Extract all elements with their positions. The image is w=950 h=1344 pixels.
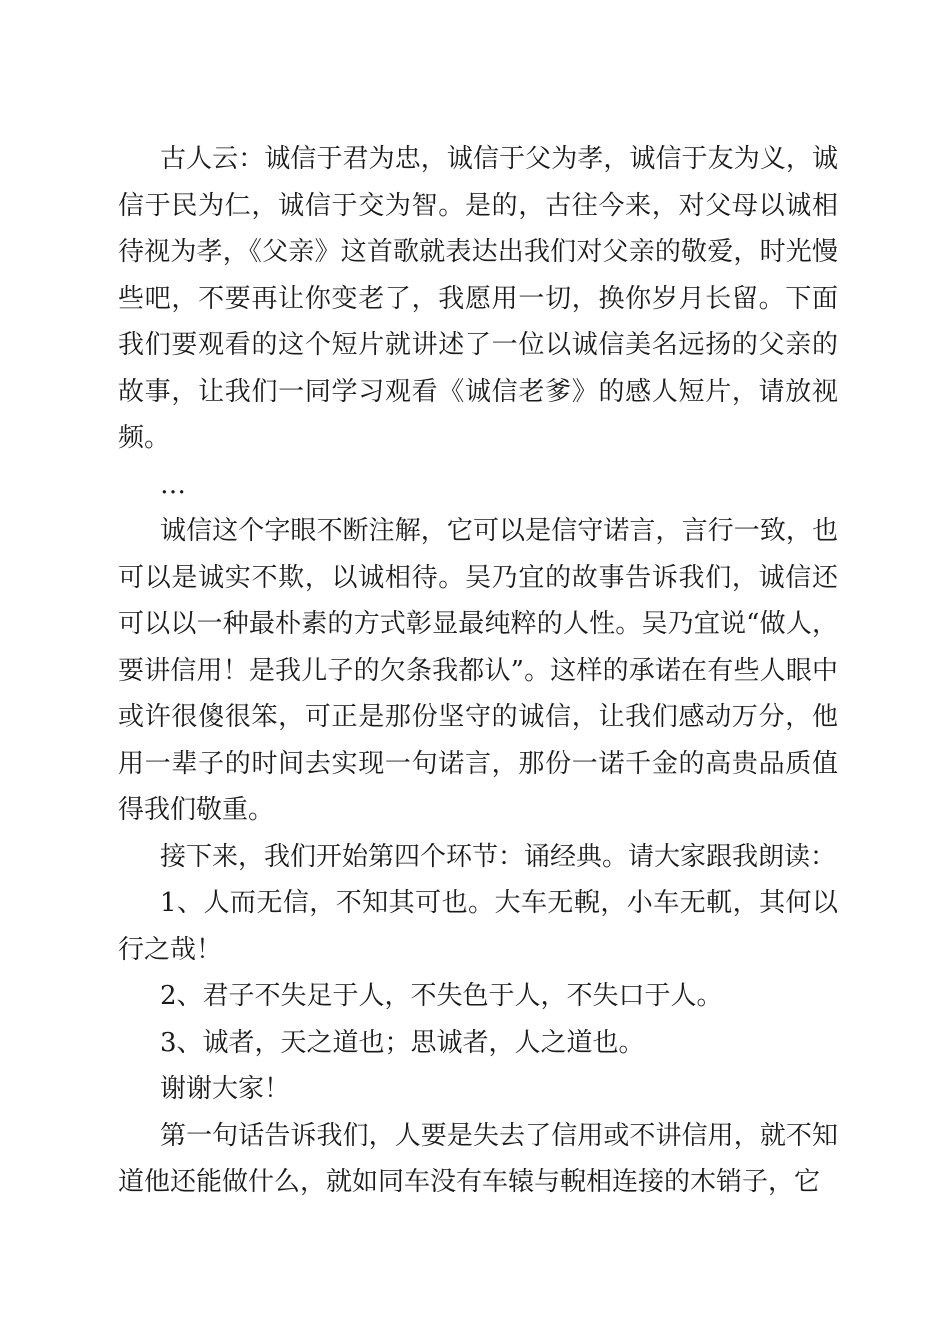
recitation-item-2: 2、君子不失足于人，不失色于人，不失口于人。 [160,981,723,1011]
document-page [118,136,838,1206]
paragraph-recitation-intro: 接下来，我们开始第四个环节：诵经典。请大家跟我朗读： [160,841,837,872]
paragraph-explanation: 第一句话告诉我们，人要是失去了信用或不讲信用，就不知道他还能做什么，就如同车没有车辕与輗相连接的木销子，它 [118,1120,838,1197]
recitation-item-1: 1、人而无信，不知其可也。大车无輗，小车无軏，其何以行之哉！ [118,888,838,965]
paragraph-intro: 古人云：诚信于君为忠，诚信于父为孝，诚信于友为义，诚信于民为仁，诚信于交为智。是的，古往今来，对父母以诚相待视为孝，《父亲》这首歌就表达出我们对父亲的敬爱，时光慢些吧，不要再让你变老了，我愿用一切，换你岁月长留。下面我们要观看的这个短片就讲述了一位以诚信美名远扬的父亲的故事，让我们一同学习观看《诚信老爹》的感人短片，请放视频。 [118,144,838,453]
ellipsis-separator: … [160,469,186,500]
recitation-item-3: 3、诚者，天之道也；思诚者，人之道也。 [160,1027,645,1058]
paragraph-thanks: 谢谢大家！ [160,1074,291,1104]
paragraph-integrity-commentary: 诚信这个字眼不断注解，它可以是信守诺言，言行一致，也可以是诚实不欺，以诚相待。吴乃宜的故事告诉我们，诚信还可以以一种最朴素的方式彰显最纯粹的人性。吴乃宜说“做人，要讲信用！是我儿子的欠条我都认”。这样的承诺在有些人眼中或许很傻很笨，可正是那份坚守的诚信，让我们感动万分，他用一辈子的时间去实现一句诺言，那份一诺千金的高贵品质值得我们敬重。 [118,516,838,825]
